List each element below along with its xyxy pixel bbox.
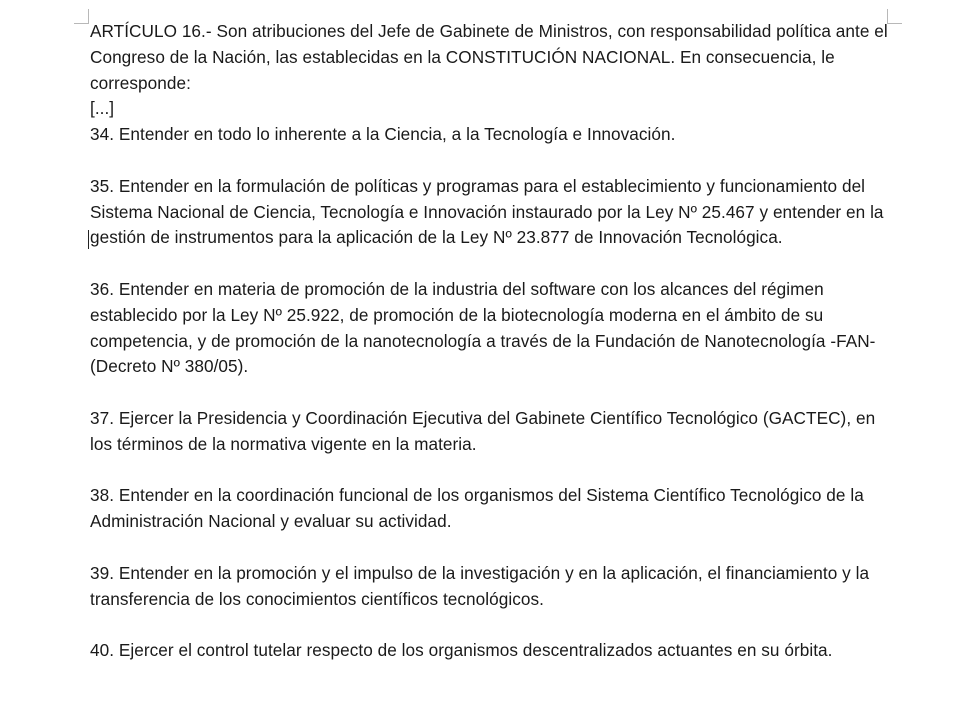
paragraph-gap xyxy=(90,535,890,561)
margin-corner-top-left xyxy=(74,9,89,24)
text-cursor xyxy=(88,230,89,249)
article-header: ARTÍCULO 16.- Son atribuciones del Jefe de Gabinete de Ministros, con responsabilidad política ante el Congreso de la Nación, las establecidas en la CONSTITUCIÓN NACIONAL. En consecuencia, le corresponde: xyxy=(90,21,893,93)
paragraph-gap xyxy=(90,380,890,406)
item-36: 36. Entender en materia de promoción de la industria del software con los alcances del régimen establecido por la Ley Nº 25.922, de promoción de la biotecnología moderna en el ámbito de su competencia, y de promoción de la nanotecnología a través de la Fundación de Nanotecnología -FAN- (Decreto Nº 380/05). xyxy=(90,278,881,377)
document-text-body[interactable] xyxy=(90,19,893,664)
paragraph-gap xyxy=(90,148,890,174)
item-34: 34. Entender en todo lo inherente a la Ciencia, a la Tecnología e Innovación. xyxy=(90,124,676,145)
item-39: 39. Entender en la promoción y el impulso de la investigación y en la aplicación, el financiamiento y la transferencia de los conocimientos científicos tecnológicos. xyxy=(90,562,874,609)
ellipsis-line: [...] xyxy=(90,98,115,119)
paragraph-gap xyxy=(90,251,890,277)
item-35: 35. Entender en la formulación de políticas y programas para el establecimiento y funcionamiento del Sistema Nacional de Ciencia, Tecnología e Innovación instaurado por la Ley Nº 25.467 y entender en la gestión de instrumentos para la aplicación de la Ley Nº 23.877 de Innovación Tecnológica. xyxy=(90,175,889,248)
paragraph-gap xyxy=(90,458,890,484)
paragraph-gap xyxy=(90,612,890,638)
item-38: 38. Entender en la coordinación funcional de los organismos del Sistema Científico Tecnológico de la Administración Nacional y evaluar su actividad. xyxy=(90,485,868,532)
item-40: 40. Ejercer el control tutelar respecto de los organismos descentralizados actuantes en su órbita. xyxy=(90,640,833,661)
item-37: 37. Ejercer la Presidencia y Coordinación Ejecutiva del Gabinete Científico Tecnológico (GACTEC), en los términos de la normativa vigente en la materia. xyxy=(90,407,881,454)
